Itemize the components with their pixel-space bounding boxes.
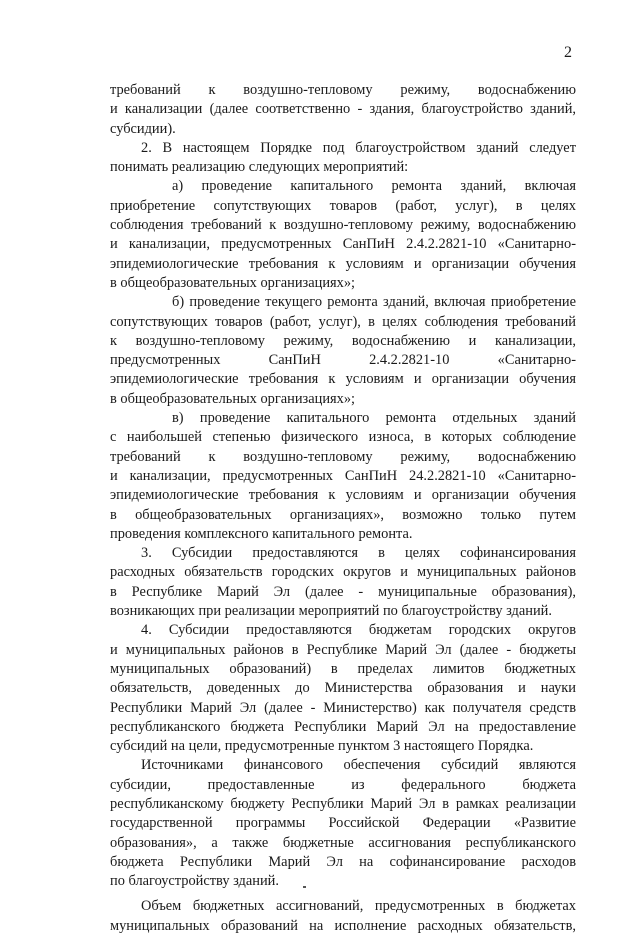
- text-line: 4. Субсидии предоставляются бюджетам городских округов: [141, 622, 576, 639]
- text-line: в общеобразовательных организациях»;: [110, 274, 356, 291]
- text-line: эпидемиологические требования к условиям и организации обучения: [110, 487, 576, 504]
- text-line: понимать реализацию следующих мероприятий:: [110, 159, 409, 176]
- text-line: и канализации, предусмотренных СанПиН 24.2.2821-10 «Санитарно-: [110, 467, 576, 484]
- paragraph: [110, 293, 576, 409]
- text-line: в Республике Марий Эл (далее - муниципальные образования),: [110, 583, 576, 600]
- text-line: Источниками финансового обеспечения субсидий являются: [141, 757, 576, 774]
- text-line: соблюдения требований к воздушно-тепловому режиму, водоснабжению: [110, 217, 576, 234]
- text-line: и муниципальных районов в Республике Марий Эл (далее - бюджеты: [110, 641, 576, 658]
- text-line: республиканскому бюджету Республики Марий Эл в рамках реализации: [110, 795, 576, 812]
- text-line: муниципальных образований) в пределах лимитов бюджетных: [110, 660, 576, 677]
- paragraph: [110, 177, 576, 293]
- text-line: муниципальных образований на исполнение расходных обязательств,: [110, 917, 576, 934]
- text-line: возникающих при реализации мероприятий по благоустройству зданий.: [110, 603, 552, 620]
- text-line: по благоустройству зданий.: [110, 873, 279, 890]
- text-line: образования», а также бюджетные ассигнования республиканского: [110, 834, 576, 851]
- text-line: с наибольшей степенью физического износа, в которых соблюдение: [110, 429, 576, 446]
- text-line: обязательств, доведенных до Министерства образования и науки: [110, 680, 576, 697]
- text-line: приобретение сопутствующих товаров (работ, услуг), в целях: [110, 197, 576, 214]
- text-line: проведения комплексного капитального ремонта.: [110, 525, 413, 542]
- text-line: Объем бюджетных ассигнований, предусмотренных в бюджетах: [141, 898, 576, 915]
- text-line: субсидий на цели, предусмотренные пунктом 3 настоящего Порядка.: [110, 738, 534, 755]
- paragraph: [110, 544, 576, 621]
- text-line: в) проведение капитального ремонта отдельных зданий: [172, 410, 576, 427]
- scan-artifact-dot: [303, 886, 306, 888]
- text-line: субсидии, предоставленные из федерального бюджета: [110, 776, 576, 793]
- text-line: республиканского бюджета Республики Марий Эл на предоставление: [110, 718, 576, 735]
- text-line: требований к воздушно-тепловому режиму, водоснабжению: [110, 448, 576, 465]
- text-line: б) проведение текущего ремонта зданий, включая приобретение: [172, 294, 576, 311]
- text-line: и канализации, предусмотренных СанПиН 2.4.2.2821-10 «Санитарно-: [110, 236, 576, 253]
- text-line: предусмотренных СанПиН 2.4.2.2821-10 «Санитарно-: [110, 352, 576, 369]
- text-line: требований к воздушно-тепловому режиму, водоснабжению: [110, 82, 576, 98]
- paragraph: [110, 897, 576, 936]
- paragraph: [110, 621, 576, 756]
- text-line: субсидии).: [110, 120, 176, 137]
- paragraph: [110, 81, 576, 139]
- text-line: к воздушно-тепловому режиму, водоснабжению и канализации,: [110, 332, 576, 349]
- text-line: бюджета Республики Марий Эл на софинансирование расходов: [110, 853, 576, 870]
- paragraph: [110, 756, 576, 891]
- text-line: эпидемиологические требования к условиям и организации обучения: [110, 371, 576, 388]
- paragraph: [110, 139, 576, 178]
- text-line: расходных обязательств городских округов и муниципальных районов: [110, 564, 576, 581]
- text-line: эпидемиологические требования к условиям и организации обучения: [110, 255, 576, 272]
- text-line: 2. В настоящем Порядке под благоустройством зданий следует: [141, 139, 576, 156]
- text-line: а) проведение капитального ремонта зданий, включая: [172, 178, 576, 195]
- page-number: 2: [564, 44, 572, 61]
- paragraph: [110, 409, 576, 544]
- text-line: 3. Субсидии предоставляются в целях софинансирования: [141, 545, 576, 562]
- document-body: [110, 81, 576, 936]
- text-line: и канализации (далее соответственно - здания, благоустройство зданий,: [110, 101, 576, 118]
- text-line: государственной программы Российской Федерации «Развитие: [110, 815, 576, 832]
- text-line: сопутствующих товаров (работ, услуг), в целях соблюдения требований: [110, 313, 576, 330]
- text-line: в общеобразовательных организациях», возможно только путем: [110, 506, 576, 523]
- text-line: в общеобразовательных организациях»;: [110, 390, 356, 407]
- text-line: Республики Марий Эл (далее - Министерство) как получателя средств: [110, 699, 576, 716]
